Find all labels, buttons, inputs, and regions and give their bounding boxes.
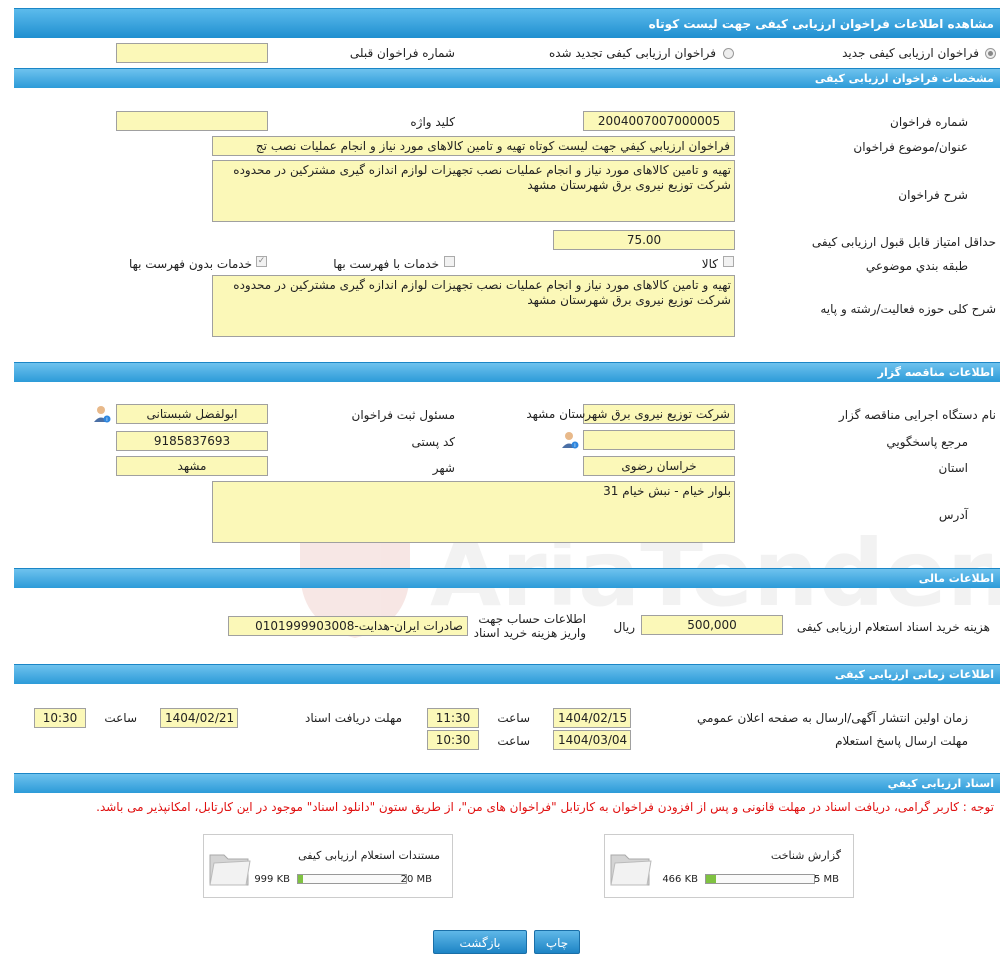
folder-icon <box>609 845 653 889</box>
tenderer-section-header: اطلاعات مناقصه گزار <box>14 362 1000 382</box>
province-label: استان <box>938 461 968 475</box>
org-field: شرکت توزيع نيروی برق شهرستان مشهد <box>583 404 735 424</box>
publish-time-field: 11:30 <box>427 708 479 728</box>
page-title: مشاهده اطلاعات فراخوان ارزيابی کيفی جهت ليست کوتاه <box>14 8 1000 38</box>
doc-card-progress-fill <box>706 875 716 883</box>
radio-renewed-label: فراخوان ارزيابی کيفی تجديد شده <box>548 46 716 60</box>
timing-section-header: اطلاعات زمانی ارزيابی کيفی <box>14 664 1000 684</box>
services-nolist-label: خدمات بدون فهرست بها <box>128 257 252 271</box>
publish-label: زمان اولين انتشار آگهی/ارسال به صفحه اعلان عمومي <box>697 711 968 725</box>
scope-field: تهيه و تامين کالاهای مورد نياز و انجام عمليات نصب تجهيزات لوازم اندازه گيری مشترکين در محدوده شرکت توزيع نيروی برق شهرستان مشهد <box>212 275 735 337</box>
postal-field: 9185837693 <box>116 431 268 451</box>
docs-note: توجه : کاربر گرامی، دريافت اسناد در مهلت قانونی و پس از افزودن فراخوان به کارتابل "فراخوان های من"، از طريق ستون "دانلود اسناد" موجود در اين کارتابل، امکانپذير می باشد. <box>96 800 994 814</box>
fee-field: 500,000 <box>641 615 783 635</box>
doc-card-title: مستندات استعلام ارزيابی کيفی <box>298 849 440 862</box>
address-field: بلوار خيام - نبش خيام 31 <box>212 481 735 543</box>
doc-card-max: 20 MB <box>400 874 432 885</box>
svg-text:i: i <box>106 417 108 423</box>
back-button[interactable]: بازگشت <box>433 930 527 954</box>
doc-card-progress-fill <box>298 875 303 883</box>
address-label: آدرس <box>938 508 968 522</box>
currency-label: ريال <box>613 620 635 634</box>
min-score-label: حداقل امتياز قابل قبول ارزيابی کيفی <box>811 235 996 249</box>
registrar-label: مسئول ثبت فراخوان <box>351 408 455 422</box>
services-list-label: خدمات با فهرست بها <box>333 257 439 271</box>
deadline-date-field: 1404/02/21 <box>160 708 238 728</box>
scope-label: شرح کلی حوزه فعاليت/رشته و پايه <box>820 302 996 316</box>
folder-icon <box>208 845 252 889</box>
city-field: مشهد <box>116 456 268 476</box>
description-field: تهيه و تامين کالاهای مورد نياز و انجام عمليات نصب تجهيزات لوازم اندازه گيری مشترکين در محدوده شرکت توزيع نيروی برق شهرستان مشهد <box>212 160 735 222</box>
radio-renewed[interactable] <box>723 48 734 59</box>
radio-new-label: فراخوان ارزيابی کيفی جديد <box>842 46 979 60</box>
province-field: خراسان رضوی <box>583 456 735 476</box>
subject-label: عنوان/موضوع فراخوان <box>853 140 968 154</box>
response-time-label: ساعت <box>497 734 530 748</box>
ref-field <box>583 430 735 450</box>
category-label: طبقه بندي موضوعي <box>865 259 968 273</box>
account-label-2: واريز هزينه خريد اسناد <box>473 626 586 640</box>
keyword-label: کليد واژه <box>410 115 455 129</box>
doc-card-title: گزارش شناخت <box>770 849 841 862</box>
prev-number-field <box>116 43 268 63</box>
number-label: شماره فراخوان <box>890 115 968 129</box>
doc-card-specs[interactable] <box>203 834 453 898</box>
deadline-time-field: 10:30 <box>34 708 86 728</box>
goods-checkbox[interactable] <box>723 256 734 267</box>
deadline-label: مهلت دريافت اسناد <box>304 711 402 725</box>
doc-card-size: 999 KB <box>254 874 290 885</box>
response-time-field: 10:30 <box>427 730 479 750</box>
ref-label: مرجع پاسخگويي <box>886 435 968 449</box>
response-date-field: 1404/03/04 <box>553 730 631 750</box>
ref-user-icon[interactable] <box>561 431 579 449</box>
min-score-field: 75.00 <box>553 230 735 250</box>
spec-section-header: مشخصات فراخوان ارزيابی کيفی <box>14 68 1000 88</box>
doc-card-report[interactable] <box>604 834 854 898</box>
user-icon[interactable] <box>93 405 111 423</box>
publish-time-label: ساعت <box>497 711 530 725</box>
financial-section-header: اطلاعات مالی <box>14 568 1000 588</box>
postal-label: کد پستی <box>411 435 455 449</box>
goods-checkbox-label: کالا <box>701 257 718 271</box>
docs-section-header: اسناد ارزيابی کيفي <box>14 773 1000 793</box>
doc-card-progress <box>705 874 815 884</box>
print-button[interactable]: چاپ <box>534 930 580 954</box>
prev-number-label: شماره فراخوان قبلی <box>349 46 455 60</box>
publish-date-field: 1404/02/15 <box>553 708 631 728</box>
doc-card-max: 5 MB <box>813 874 839 885</box>
subject-field: فراخوان ارزيابي کيفي جهت ليست کوتاه تهيه و تامين کالاهای مورد نياز و انجام عمليات نصب تج <box>212 136 735 156</box>
org-label: نام دستگاه اجرايی مناقصه گزار <box>838 408 996 422</box>
account-field: صادرات ايران-هدايت-0101999903008 <box>228 616 468 636</box>
doc-card-progress <box>297 874 407 884</box>
account-label-1: اطلاعات حساب جهت <box>478 612 586 626</box>
services-list-checkbox[interactable] <box>444 256 455 267</box>
number-field: 2004007007000005 <box>583 111 735 131</box>
doc-card-size: 466 KB <box>662 874 698 885</box>
keyword-field <box>116 111 268 131</box>
services-nolist-checkbox[interactable]: ✓ <box>257 256 266 266</box>
deadline-time-label: ساعت <box>104 711 137 725</box>
city-label: شهر <box>432 461 455 475</box>
svg-text:i: i <box>574 443 576 449</box>
fee-label: هزينه خريد اسناد استعلام ارزيابی کيفی <box>796 620 990 634</box>
radio-new[interactable] <box>985 48 996 59</box>
registrar-field: ابولفضل شبستانی <box>116 404 268 424</box>
response-label: مهلت ارسال پاسخ استعلام <box>835 734 968 748</box>
description-label: شرح فراخوان <box>898 188 968 202</box>
